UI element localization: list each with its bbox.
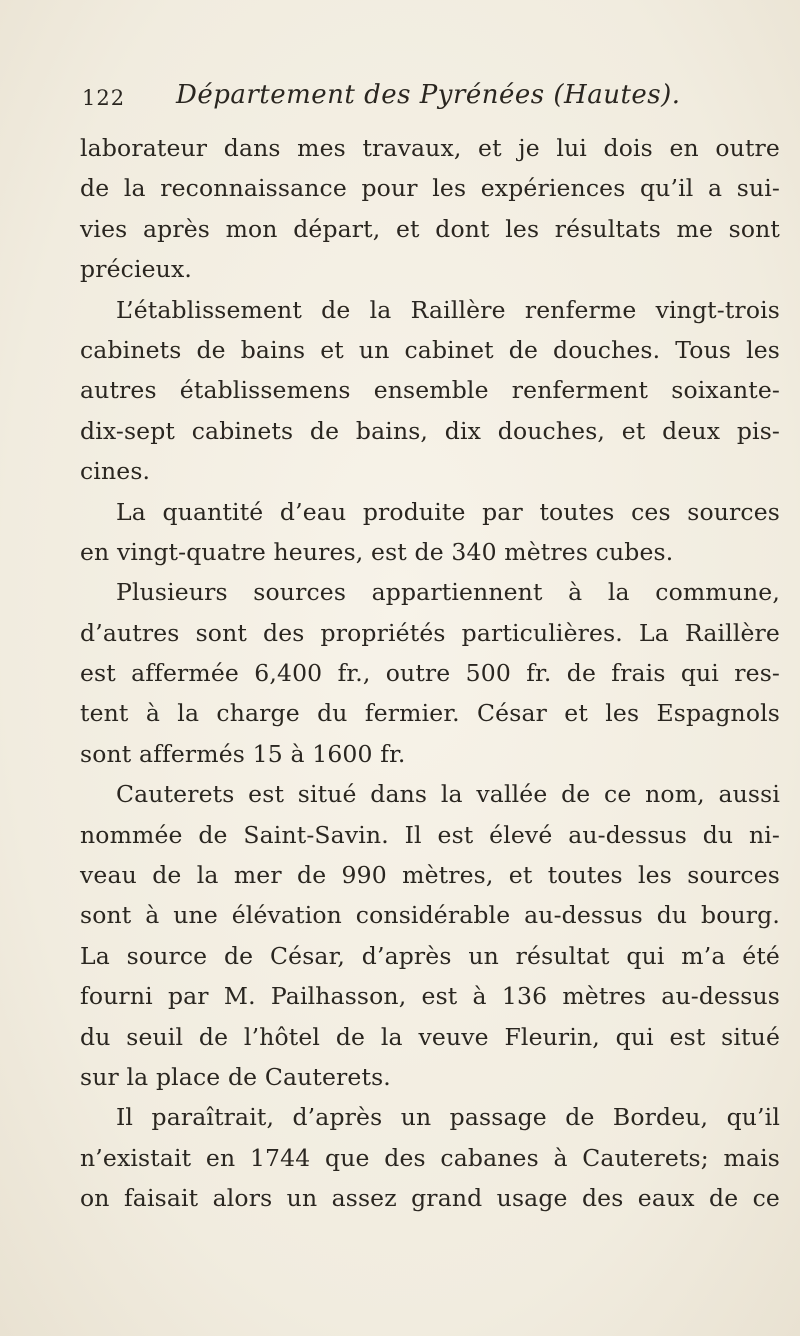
text-line: est affermée 6,400 fr., outre 500 fr. de frais qui res- [80,659,780,688]
text-line: laborateur dans mes travaux, et je lui dois en outre [80,134,780,162]
text-line: Il paraîtrait, d’après un passage de Bordeu, qu’il [116,1103,780,1132]
page-number: 122 [82,86,126,110]
text-line: fourni par M. Pailhasson, est à 136 mètres au-dessus [80,982,780,1011]
running-title: Département des Pyrénées (Hautes). [176,80,681,110]
text-line: du seuil de l’hôtel de la veuve Fleurin, qui est situé [80,1022,780,1051]
text-line: veau de la mer de 990 mètres, et toutes les sources [80,861,780,890]
text-line: La source de César, d’après un résultat qui m’a été [80,941,780,970]
text-line: Cauterets est situé dans la vallée de ce nom, aussi [116,780,780,809]
text-line: tent à la charge du fermier. César et les Espagnols [80,699,780,728]
text-line: sont affermés 15 à 1600 fr. [80,739,406,768]
text-line: en vingt-quatre heures, est de 340 mètres cubes. [80,537,674,566]
text-line: on faisait alors un assez grand usage des eaux de ce [80,1184,780,1213]
text-line: précieux. [80,255,192,284]
text-line: cabinets de bains et un cabinet de douches. Tous les [80,335,780,364]
text-line: L’établissement de la Raillère renferme vingt-trois [116,295,780,324]
text-line: sur la place de Cauterets. [80,1062,391,1091]
text-line: vies après mon départ, et dont les résultats me sont [80,214,780,243]
text-line: autres établissemens ensemble renferment soixante- [80,376,780,405]
text-line: nommée de Saint-Savin. Il est élevé au-dessus du ni- [80,820,780,849]
text-line: cines. [80,457,151,486]
text-line: dix-sept cabinets de bains, dix douches, et deux pis- [80,416,780,445]
text-line: d’autres sont des propriétés particulières. La Raillère [80,618,780,647]
text-line: n’existait en 1744 que des cabanes à Cauterets; mais [80,1143,780,1172]
page-header [82,80,782,120]
text-line: de la reconnaissance pour les expériences qu’il a sui- [80,174,780,203]
text-line: La quantité d’eau produite par toutes ces sources [116,497,780,526]
text-line: Plusieurs sources appartiennent à la commune, [116,578,780,607]
body-text [80,128,780,1219]
text-line: sont à une élévation considérable au-dessus du bourg. [80,901,780,930]
